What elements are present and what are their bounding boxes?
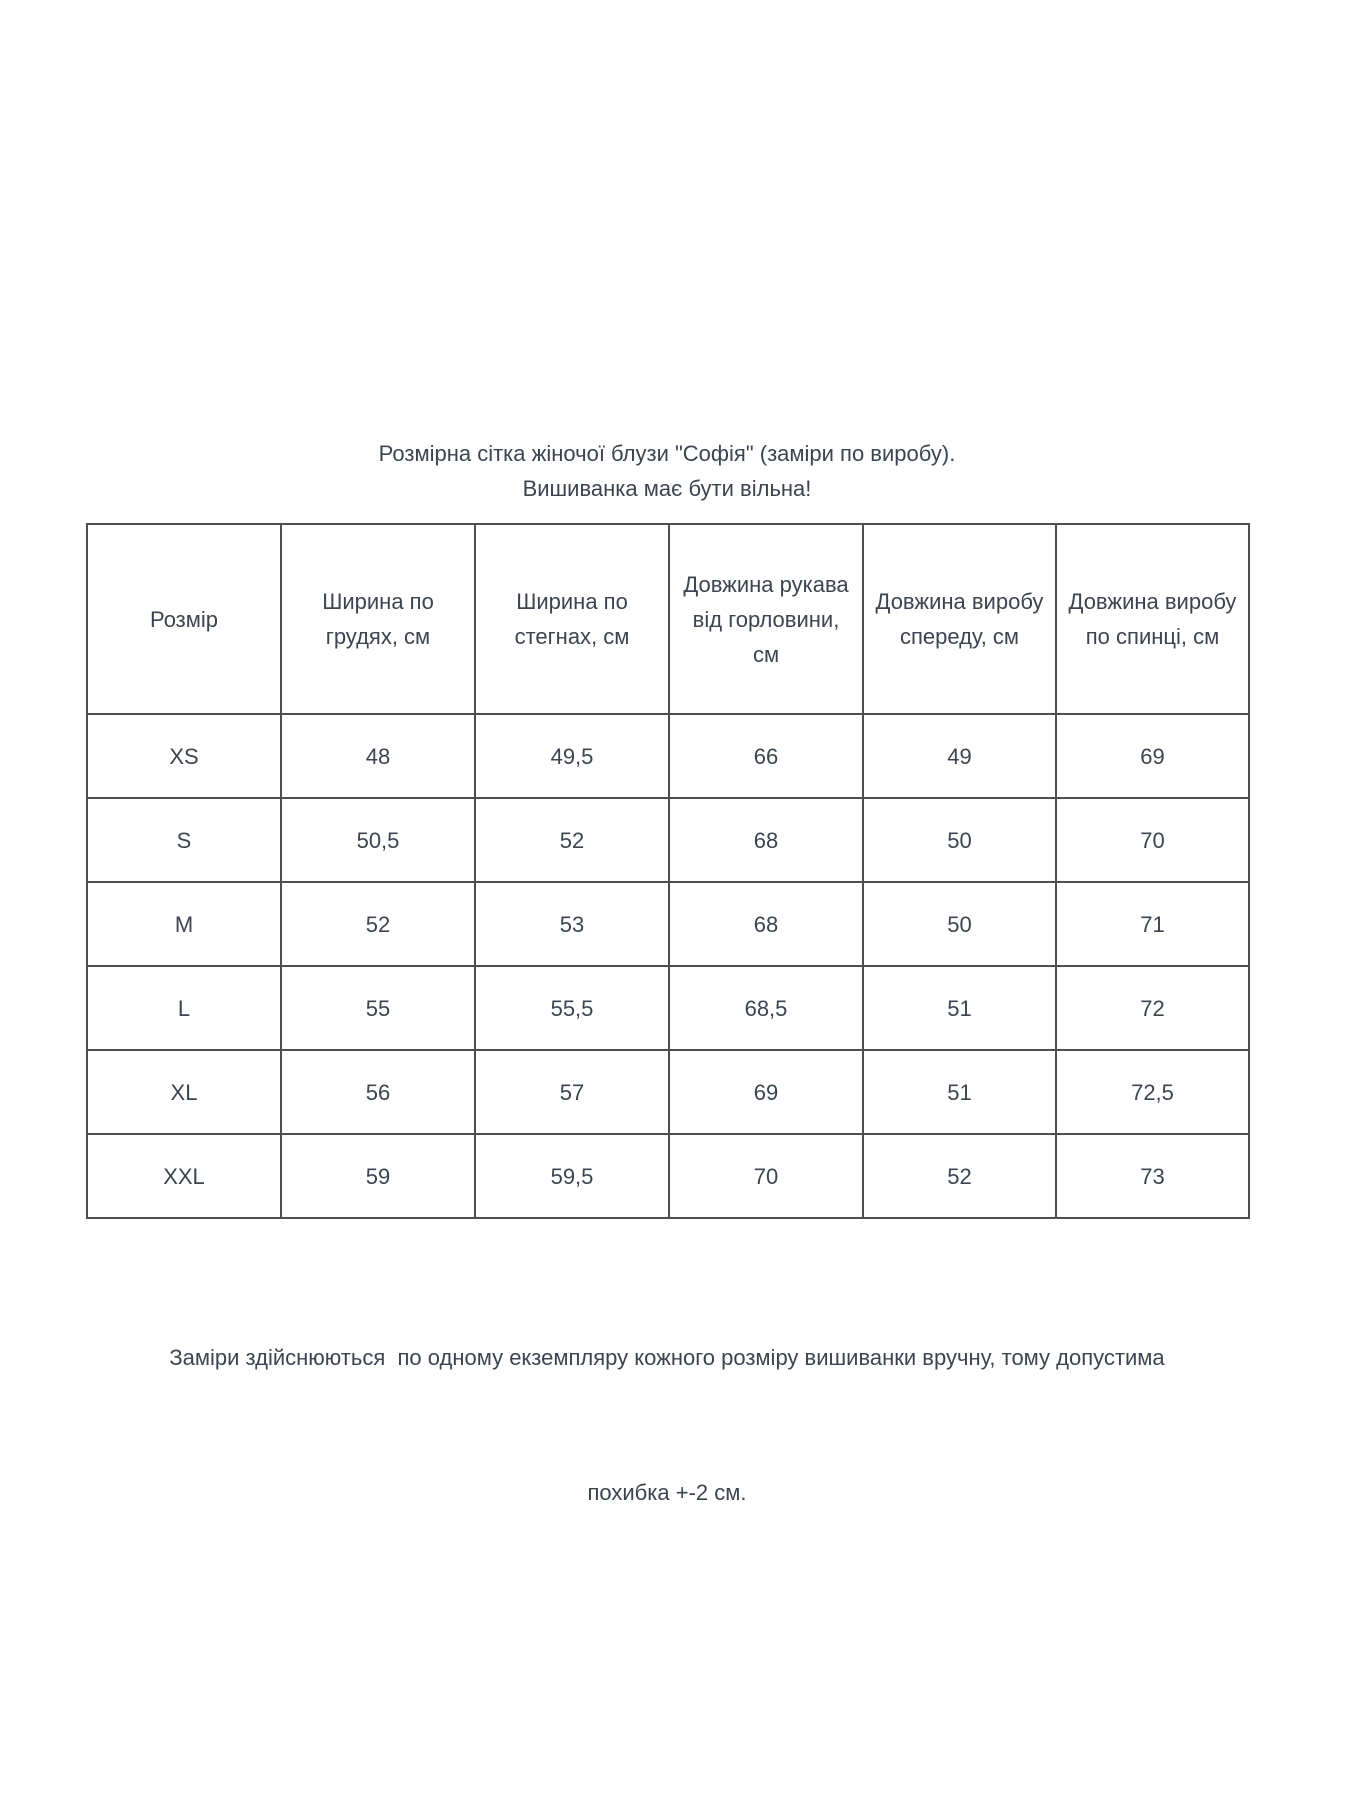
- data-cell: 55,5: [475, 966, 669, 1050]
- data-cell: 56: [281, 1050, 475, 1134]
- data-cell: 69: [1056, 714, 1249, 798]
- data-cell: 71: [1056, 882, 1249, 966]
- data-cell: 70: [1056, 798, 1249, 882]
- size-cell: XL: [87, 1050, 281, 1134]
- data-cell: 72: [1056, 966, 1249, 1050]
- data-cell: 49,5: [475, 714, 669, 798]
- header-cell-size: Розмір: [87, 524, 281, 714]
- table-row-s: [87, 798, 1249, 882]
- data-cell: 50: [863, 798, 1056, 882]
- data-cell: 51: [863, 1050, 1056, 1134]
- size-table: [86, 523, 1250, 1219]
- data-cell: 59: [281, 1134, 475, 1218]
- table-row-m: [87, 882, 1249, 966]
- data-cell: 57: [475, 1050, 669, 1134]
- table-row-xxl: [87, 1134, 1249, 1218]
- table-row-l: [87, 966, 1249, 1050]
- data-cell: 55: [281, 966, 475, 1050]
- size-cell: XS: [87, 714, 281, 798]
- data-cell: 50: [863, 882, 1056, 966]
- data-cell: 70: [669, 1134, 863, 1218]
- page-title-line2: Вишиванка має бути вільна!: [522, 476, 812, 501]
- data-cell: 73: [1056, 1134, 1249, 1218]
- size-cell: XXL: [87, 1134, 281, 1218]
- page-title: [86, 436, 1248, 506]
- page-title-line1: Розмірна сітка жіночої блузи "Софія" (заміри по виробу).: [378, 441, 956, 466]
- data-cell: 52: [281, 882, 475, 966]
- data-cell: 59,5: [475, 1134, 669, 1218]
- size-chart-section: [86, 436, 1248, 1605]
- data-cell: 68,5: [669, 966, 863, 1050]
- size-cell: L: [87, 966, 281, 1050]
- table-row-xs: [87, 714, 1249, 798]
- data-cell: 48: [281, 714, 475, 798]
- data-cell: 66: [669, 714, 863, 798]
- data-cell: 52: [863, 1134, 1056, 1218]
- data-cell: 68: [669, 882, 863, 966]
- data-cell: 52: [475, 798, 669, 882]
- data-cell: 53: [475, 882, 669, 966]
- table-row-xl: [87, 1050, 1249, 1134]
- data-cell: 50,5: [281, 798, 475, 882]
- header-cell-front-length: Довжина виробу спереду, см: [863, 524, 1056, 714]
- data-cell: 72,5: [1056, 1050, 1249, 1134]
- data-cell: 69: [669, 1050, 863, 1134]
- table-note-line1: Заміри здійснюються по одному екземпляру кожного розміру вишиванки вручну, тому допустима: [169, 1345, 1165, 1370]
- table-note: [86, 1245, 1248, 1605]
- header-cell-back-length: Довжина виробу по спинці, см: [1056, 524, 1249, 714]
- table-header-row: [87, 524, 1249, 714]
- header-cell-sleeve-length: Довжина рукава від горловини, см: [669, 524, 863, 714]
- header-cell-chest-width: Ширина по грудях, см: [281, 524, 475, 714]
- data-cell: 49: [863, 714, 1056, 798]
- header-cell-hip-width: Ширина по стегнах, см: [475, 524, 669, 714]
- size-cell: M: [87, 882, 281, 966]
- size-cell: S: [87, 798, 281, 882]
- data-cell: 68: [669, 798, 863, 882]
- data-cell: 51: [863, 966, 1056, 1050]
- table-note-line2: похибка +-2 см.: [587, 1480, 747, 1505]
